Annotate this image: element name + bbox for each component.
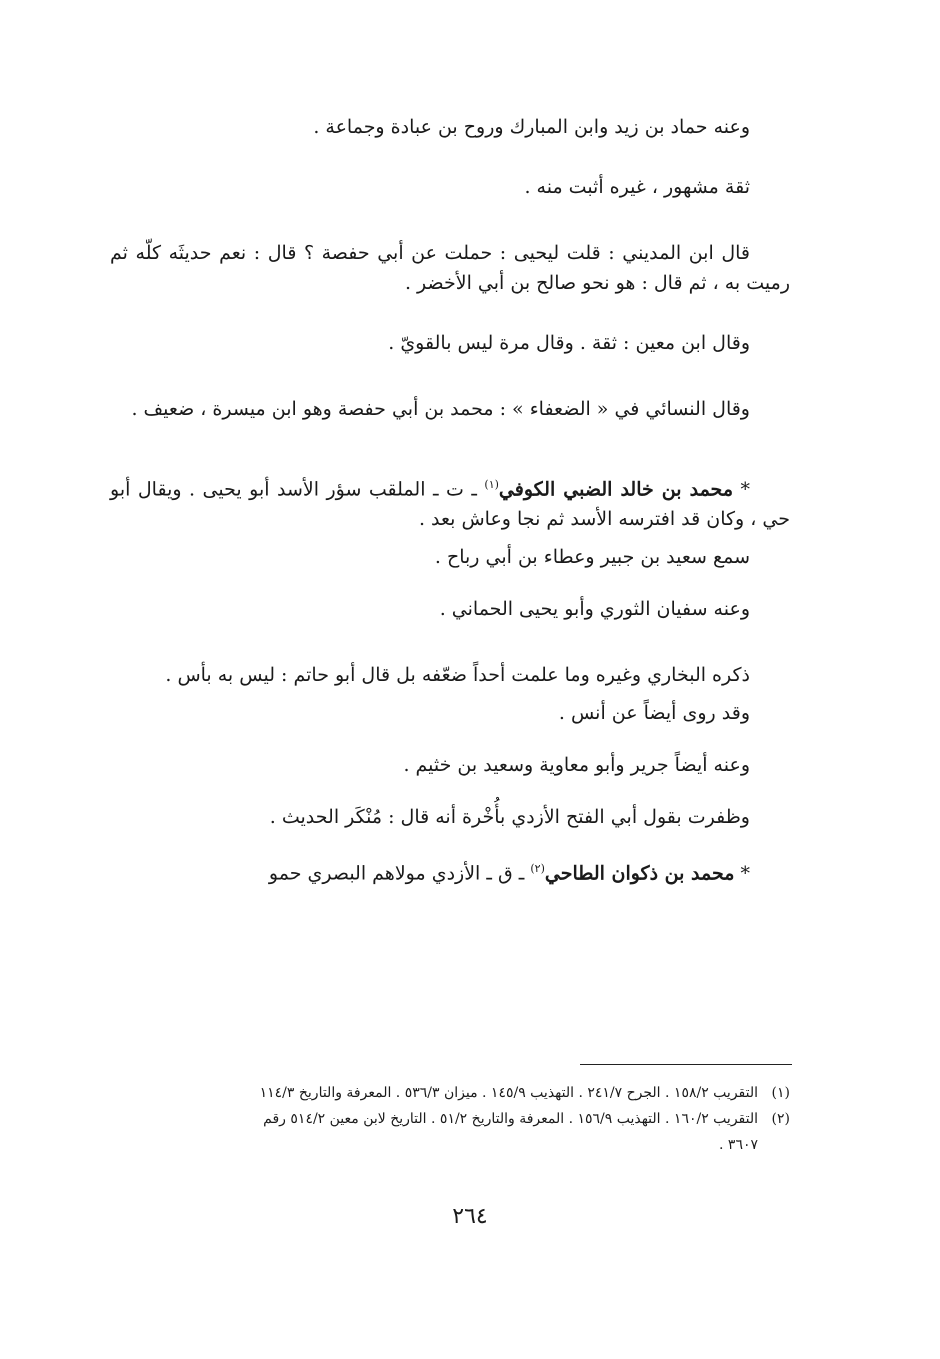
entry-description: ـ ت ـ الملقب سؤر الأسد أبو يحيى . ويقال أبو حي ، وكان قد افترسه الأسد ثم نجا وعاش بعد . [110, 478, 790, 531]
footnote-text: التقريب ١٦٠/٢ . التهذيب ١٥٦/٩ . المعرفة والتاريخ ٥١/٢ . التاريخ لابن معين ٥١٤/٢ رقم [263, 1111, 758, 1127]
footnote-number: (٢) [771, 1111, 790, 1127]
entry-description: ـ ق ـ الأزدي مولاهم البصري حمو [268, 862, 531, 885]
paragraph: سمع سعيد بن جبير وعطاء بن أبي رباح . [434, 546, 750, 569]
footnote-ref: (١) [484, 478, 499, 491]
footnotes [110, 1080, 790, 1158]
entry-heading [110, 854, 790, 888]
entry-name: محمد بن ذكوان الطاحي [544, 862, 735, 885]
footnote-number: (١) [771, 1085, 790, 1101]
entry-star: * [733, 478, 750, 501]
entry-star: * [734, 862, 750, 885]
paragraph: وعنه أيضاً جرير وأبو معاوية وسعيد بن خثيم . [403, 754, 750, 777]
paragraph: ثقة مشهور ، غيره أثبت منه . [524, 176, 750, 198]
entry-heading [110, 470, 790, 534]
footnote-text: التقريب ١٥٨/٢ . الجرح ٢٤١/٧ . التهذيب ١٤٥/٩ . ميزان ٥٣٦/٣ . المعرفة والتاريخ ١١٤/٣ [259, 1085, 758, 1101]
paragraph: قال ابن المديني : قلت ليحيى : حملت عن أبي حفصة ؟ قال : نعم حديثَه كلّه ثم رميت به ، ثم قال : هو نحو صالح بن أبي الأخضر . [110, 242, 790, 294]
footnote-ref: (٢) [530, 862, 545, 876]
paragraph: وعنه حماد بن زيد وابن المبارك وروح بن عبادة وجماعة . [313, 116, 750, 138]
paragraph: وظفرت بقول أبي الفتح الأزدي بأُخْرة أنه قال : مُنْكَر الحديث . [269, 806, 750, 829]
entry-name: محمد بن خالد الضبي الكوفي [498, 478, 733, 501]
paragraph: وعنه سفيان الثوري وأبو يحيى الحماني . [439, 598, 750, 621]
paragraph: وقال النسائي في « الضعفاء » : محمد بن أبي حفصة وهو ابن ميسرة ، ضعيف . [131, 398, 750, 420]
footnote [110, 1080, 790, 1106]
footnote-divider [580, 1064, 792, 1065]
main-text [110, 112, 790, 889]
paragraph: ذكره البخاري وغيره وما علمت أحداً ضعّفه بل قال أبو حاتم : ليس به بأس . [165, 664, 750, 687]
paragraph: وقد روى أيضاً عن أنس . [558, 702, 750, 725]
footnote-continuation: ٣٦٠٧ . [719, 1137, 758, 1153]
page-number: ٢٦٤ [452, 1204, 488, 1229]
paragraph: وقال ابن معين : ثقة . وقال مرة ليس بالقويّ . [388, 332, 750, 354]
footnote [110, 1106, 790, 1132]
